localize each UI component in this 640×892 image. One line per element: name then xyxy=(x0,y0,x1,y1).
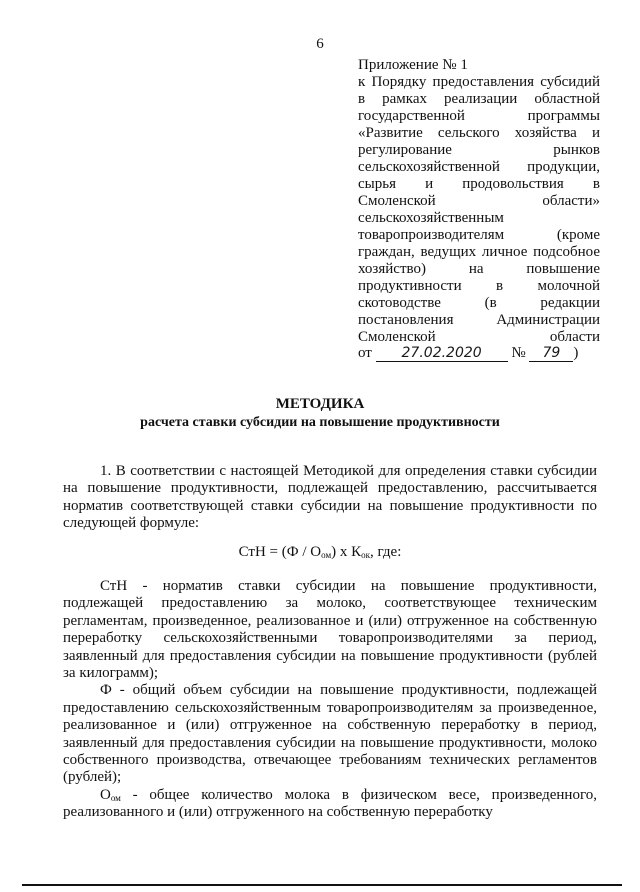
formula-sub-ok: ок xyxy=(361,550,371,560)
annex-heading: Приложение № 1 xyxy=(358,57,468,73)
annex-line: Смоленской области» xyxy=(358,193,600,209)
formula-start: СтН = (Ф / О xyxy=(238,544,322,560)
formula xyxy=(0,544,640,561)
closing-paren: ) xyxy=(573,345,579,361)
annex-line: хозяйство) на повышение xyxy=(358,261,600,277)
annex-line: регулирование рынков xyxy=(358,142,600,158)
annex-text-block xyxy=(358,74,600,346)
document-title: МЕТОДИКА xyxy=(275,396,365,412)
page-number: 6 xyxy=(316,36,324,52)
annex-line: товаропроизводителям (кроме xyxy=(358,227,600,243)
definitions xyxy=(63,578,597,822)
annex-line: постановления Администрации xyxy=(358,312,600,328)
annex-line: государственной программы xyxy=(358,108,600,124)
annex-line: продуктивности в молочной xyxy=(358,278,600,294)
formula-middle: ) х К xyxy=(331,544,362,560)
definition-om-sub: ом xyxy=(110,792,121,803)
handwritten-number: 79 xyxy=(529,346,573,362)
definition-f: Ф - общий объем субсидии на повышение продуктивности, подлежащей предоставлению сельскохозяйственным товаропроизводителям за произведенное, реализованное и (или) отгруженное на собственную переработку в период, заявленный для предоставления субсидии на повышение продуктивности, молоко собственного производства, отвечающее требованиям технических регламентов (рублей); xyxy=(63,682,597,786)
annex-line: граждан, ведущих личное подсобное xyxy=(358,244,600,260)
annex-line: «Развитие сельского хозяйства и xyxy=(358,125,600,141)
definition-om-symbol: О xyxy=(100,786,111,803)
formula-end: , где: xyxy=(370,544,402,560)
annex-line: к Порядку предоставления субсидий xyxy=(358,74,600,90)
annex-line: сырья и продовольствия в xyxy=(358,176,600,192)
document-subtitle: расчета ставки субсидии на повышение продуктивности xyxy=(140,415,500,430)
definition-om xyxy=(63,787,597,822)
definition-stn: СтН - норматив ставки субсидии на повышение продуктивности, подлежащей предоставлению за молоко, соответствующее техническим регламентам, произведенное, реализованное и (или) отгруженное на собственную переработку сельскохозяйственными товаропроизводителями за период, заявленный для предоставления субсидии на повышение продуктивности (рублей за килограмм); xyxy=(63,578,597,682)
annex-line: скотоводстве (в редакции xyxy=(358,295,600,311)
annex-line: сельскохозяйственным xyxy=(358,210,504,226)
number-prefix: № xyxy=(511,345,526,361)
formula-sub-om: ом xyxy=(321,550,332,560)
paragraph-1: 1. В соответствии с настоящей Методикой для определения ставки субсидии на повышение продуктивности, подлежащей предоставлению, рассчитывается норматив соответствующей ставки субсидии на повышение продуктивности по следующей формуле: xyxy=(63,463,597,532)
page-bottom-rule xyxy=(22,884,622,886)
date-prefix: от xyxy=(358,345,372,361)
date-number-line xyxy=(358,345,618,362)
handwritten-date: 27.02.2020 xyxy=(376,346,508,362)
annex-line: сельскохозяйственной продукции, xyxy=(358,159,600,175)
annex-line: в рамках реализации областной xyxy=(358,91,600,107)
definition-om-text: - общее количество молока в физическом весе, произведенного, реализованного и (или) отгруженного на собственную переработку xyxy=(63,786,597,821)
annex-line: Смоленской области xyxy=(358,329,600,345)
